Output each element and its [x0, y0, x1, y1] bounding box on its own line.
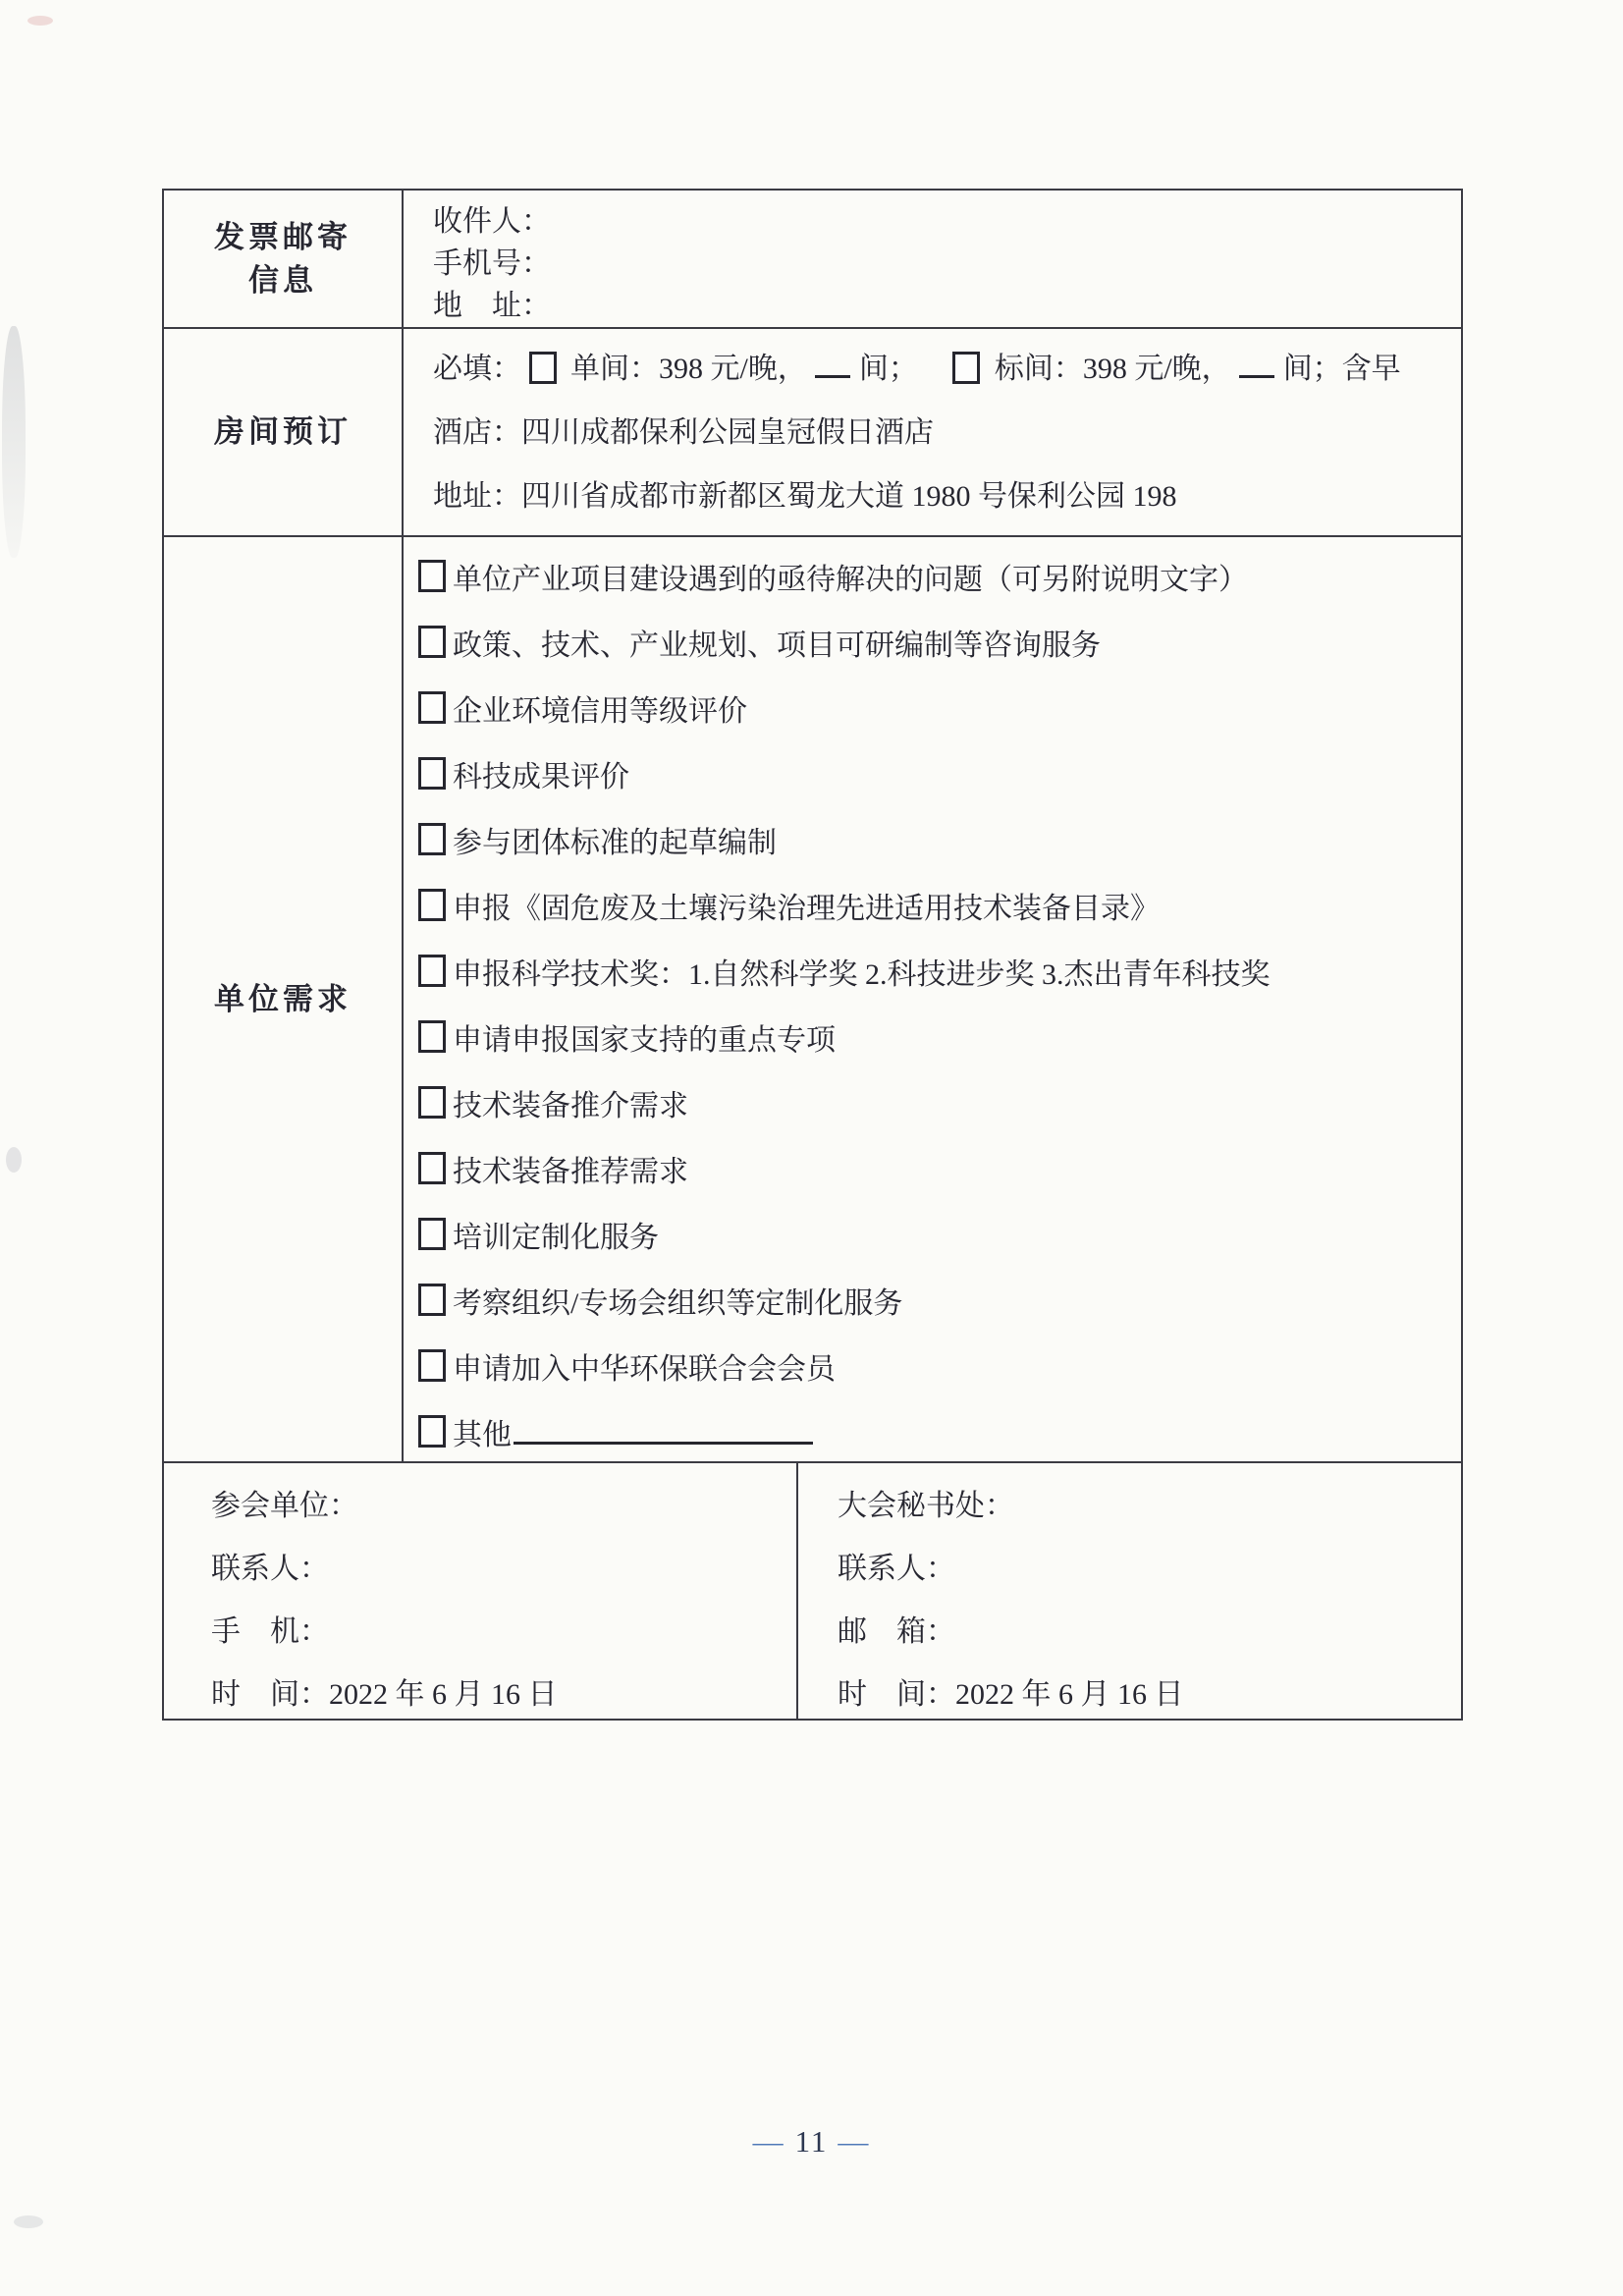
page-number-value: 11: [794, 2124, 829, 2159]
attendee-contact-cell: [164, 1463, 798, 1719]
invoice-header-line2: 信息: [248, 262, 317, 298]
room-options-line: [433, 337, 1461, 401]
checkbox-icon[interactable]: [418, 823, 446, 855]
contacts-row: [164, 1461, 1461, 1719]
page-number: [0, 2124, 1623, 2159]
scan-artifact: [14, 2215, 43, 2228]
phone-label: 手机号：: [433, 247, 551, 280]
need-item: [418, 1333, 1461, 1398]
room-booking-header: 房间预订: [164, 329, 404, 535]
standard-room-count-blank[interactable]: [1239, 353, 1274, 378]
hotel-address-line: 地址：四川省成都市新都区蜀龙大道 1980 号保利公园 198: [433, 480, 1177, 513]
checkbox-icon[interactable]: [418, 1218, 446, 1250]
attendee-date-label: 时 间：2022 年 6 月 16 日: [211, 1678, 558, 1711]
need-item: [418, 609, 1461, 675]
required-label: 必填：: [433, 353, 521, 385]
need-item-label: 技术装备推介需求: [453, 1089, 688, 1122]
invoice-mailing-row: [164, 191, 1461, 327]
invoice-header-line1: 发票邮寄: [214, 219, 352, 254]
page-number-dash-right: —: [838, 2124, 871, 2159]
invoice-mailing-content: [404, 191, 1461, 327]
need-item: [418, 806, 1461, 872]
need-item-label: 技术装备推荐需求: [453, 1155, 688, 1188]
secretariat-contact-label: 联系人：: [838, 1553, 955, 1585]
need-item-label: 政策、技术、产业规划、项目可研编制等咨询服务: [453, 629, 1101, 662]
hotel-line: 酒店：四川成都保利公园皇冠假日酒店: [433, 416, 934, 449]
other-need-blank[interactable]: [514, 1419, 813, 1445]
need-item: [418, 675, 1461, 740]
checkbox-icon[interactable]: [418, 1284, 446, 1316]
need-item: [418, 938, 1461, 1004]
need-item-label: 申请申报国家支持的重点专项: [453, 1023, 836, 1057]
unit-needs-row: [164, 535, 1461, 1461]
need-item: [418, 1201, 1461, 1267]
checkbox-icon[interactable]: [418, 691, 446, 724]
checkbox-icon[interactable]: [418, 757, 446, 790]
need-item-label: 考察组织/专场会组织等定制化服务: [453, 1286, 903, 1320]
checkbox-icon[interactable]: [418, 1152, 446, 1184]
standard-room-label: 标间：398 元/晚，: [994, 353, 1231, 385]
attendee-mobile-label: 手 机：: [211, 1615, 329, 1648]
standard-room-suffix: 间；含早: [1282, 353, 1401, 385]
need-item-label: 企业环境信用等级评价: [453, 694, 747, 728]
single-room-suffix: 间；: [858, 353, 918, 385]
checkbox-icon[interactable]: [418, 1349, 446, 1382]
registration-form-table: [162, 189, 1463, 1721]
checkbox-icon[interactable]: [418, 1086, 446, 1119]
page-number-dash-left: —: [752, 2124, 785, 2159]
unit-needs-content: [404, 537, 1461, 1461]
need-item: [418, 740, 1461, 806]
attendee-contact-label: 联系人：: [211, 1553, 329, 1585]
checkbox-icon[interactable]: [418, 1020, 446, 1053]
secretariat-date-label: 时 间：2022 年 6 月 16 日: [838, 1678, 1184, 1711]
need-item: [418, 1004, 1461, 1069]
checkbox-icon[interactable]: [418, 626, 446, 658]
address-label: 地 址：: [433, 290, 551, 322]
single-room-count-blank[interactable]: [815, 353, 850, 378]
need-item-label: 培训定制化服务: [453, 1221, 659, 1254]
scan-artifact: [2, 326, 26, 558]
need-item-label: 参与团体标准的起草编制: [453, 826, 777, 859]
secretariat-org-label: 大会秘书处：: [838, 1490, 1014, 1522]
secretariat-email-label: 邮 箱：: [838, 1615, 955, 1648]
room-booking-row: [164, 327, 1461, 535]
need-item-label: 科技成果评价: [453, 760, 629, 793]
checkbox-icon[interactable]: [418, 1415, 446, 1448]
need-item: [418, 1267, 1461, 1333]
attendee-org-label: 参会单位：: [211, 1490, 358, 1522]
room-booking-content: [404, 329, 1461, 535]
need-item: [418, 1135, 1461, 1201]
needs-checklist: [404, 537, 1461, 1464]
need-item-label: 单位产业项目建设遇到的亟待解决的问题（可另附说明文字）: [453, 563, 1248, 596]
need-item: [418, 872, 1461, 938]
need-item-other: [418, 1398, 1461, 1464]
need-item: [418, 1069, 1461, 1135]
need-item-label: 申报《固危废及土壤污染治理先进适用技术装备目录》: [453, 892, 1160, 925]
scan-artifact: [6, 1147, 22, 1173]
single-room-checkbox[interactable]: [529, 352, 557, 384]
need-item: [418, 543, 1461, 609]
standard-room-checkbox[interactable]: [952, 352, 980, 384]
secretariat-contact-cell: [798, 1463, 1461, 1719]
unit-needs-header: 单位需求: [164, 537, 404, 1461]
checkbox-icon[interactable]: [418, 889, 446, 921]
recipient-label: 收件人：: [433, 205, 551, 238]
need-item-label: 申报科学技术奖：1.自然科学奖 2.科技进步奖 3.杰出青年科技奖: [453, 957, 1271, 991]
need-item-label: 申请加入中华环保联合会会员: [453, 1352, 836, 1386]
checkbox-icon[interactable]: [418, 560, 446, 592]
scan-artifact: [27, 16, 53, 26]
need-item-label: 其他: [453, 1418, 512, 1451]
invoice-mailing-header: [164, 191, 404, 327]
single-room-label: 单间：398 元/晚，: [570, 353, 807, 385]
checkbox-icon[interactable]: [418, 955, 446, 987]
